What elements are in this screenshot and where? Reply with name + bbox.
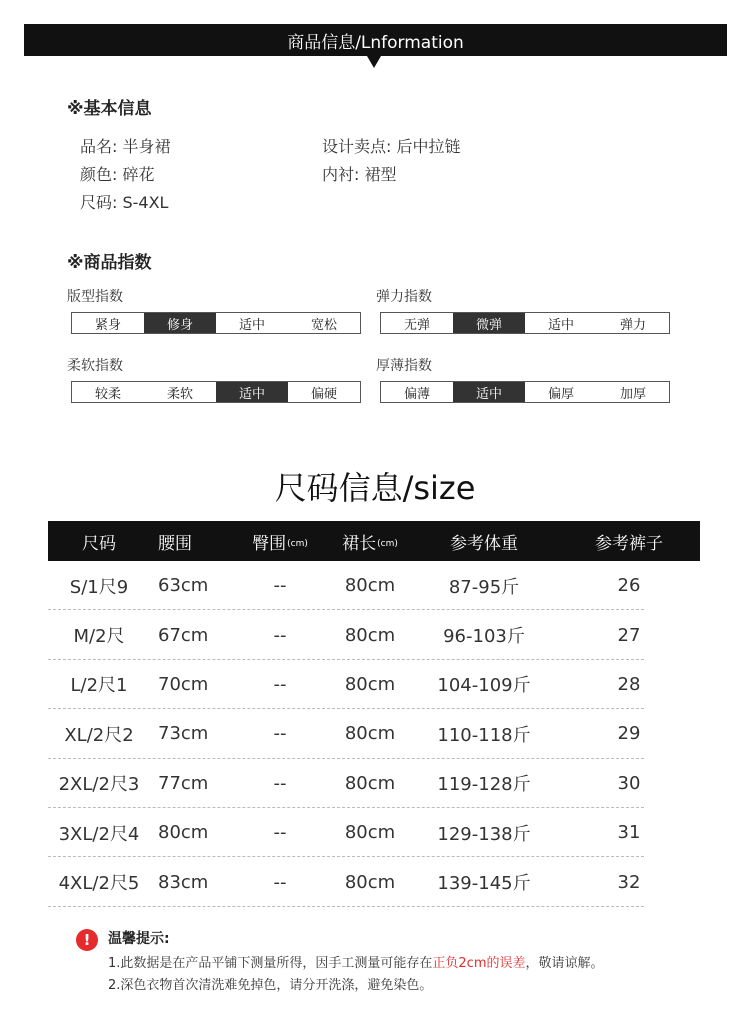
tip-line-2: 2.深色衣物首次清洗难免掉色，请分开洗涤，避免染色。 <box>108 978 433 993</box>
size-table-header <box>48 521 700 561</box>
softness-index-label: 柔软指数 <box>67 358 123 374</box>
index-option: 修身 <box>144 313 216 333</box>
header-waist: 腰围 <box>158 533 192 554</box>
cell-weight: 104-109斤 <box>437 675 531 697</box>
cell-size: XL/2尺2 <box>64 724 134 746</box>
tip-line-1 <box>108 952 604 971</box>
header-length: 裙长 (cm) <box>342 533 398 554</box>
table-row <box>48 660 700 709</box>
header-weight: 参考体重 <box>450 533 518 554</box>
thickness-index-scale <box>380 381 670 403</box>
cell-size: M/2尺 <box>73 626 125 648</box>
cell-size: 4XL/2尺5 <box>58 873 140 895</box>
cell-size: S/1尺9 <box>69 576 129 598</box>
index-option: 微弹 <box>453 313 525 333</box>
index-option: 弹力 <box>619 317 646 333</box>
fit-index-scale <box>71 312 361 334</box>
info-header-bar <box>24 24 727 56</box>
size-info-title: 尺码信息/size <box>274 469 476 507</box>
cell-waist: 63cm <box>158 575 209 597</box>
fit-index-label: 版型指数 <box>67 289 123 305</box>
product-index-title: ※商品指数 <box>67 253 152 273</box>
header-pants: 参考裤子 <box>595 533 663 554</box>
cell-length: 80cm <box>344 772 396 794</box>
header-size: 尺码 <box>82 533 116 554</box>
index-option: 宽松 <box>310 317 337 333</box>
thickness-index-label: 厚薄指数 <box>376 358 432 374</box>
cell-pants: 32 <box>617 871 641 893</box>
table-row <box>48 759 700 808</box>
header-title: 商品信息/Lnformation <box>287 32 464 53</box>
elastic-index-scale <box>380 312 670 334</box>
cell-weight: 139-145斤 <box>437 873 531 895</box>
table-row <box>48 709 700 758</box>
cell-pants: 26 <box>617 575 641 597</box>
cell-waist: 70cm <box>158 673 209 695</box>
cell-weight: 129-138斤 <box>437 823 531 845</box>
header-hip: 臀围 (cm) <box>252 533 308 554</box>
cell-weight: 110-118斤 <box>437 724 531 746</box>
table-row <box>48 857 700 906</box>
table-row <box>48 561 700 610</box>
index-option: 紧身 <box>94 317 121 333</box>
cell-size: 2XL/2尺3 <box>58 774 140 796</box>
cell-hip: -- <box>273 871 287 893</box>
tips-title: 温馨提示: <box>108 931 170 947</box>
cell-waist: 77cm <box>158 772 209 794</box>
index-option: 较柔 <box>94 386 121 402</box>
softness-index-scale <box>71 381 361 403</box>
cell-weight: 119-128斤 <box>437 774 531 796</box>
index-option: 适中 <box>453 382 525 402</box>
cell-weight: 96-103斤 <box>443 626 525 648</box>
index-option: 偏薄 <box>403 386 430 402</box>
cell-pants: 29 <box>617 723 641 745</box>
tip-line-1-start: 1.此数据是在产品平铺下测量所得，因手工测量可能存在 <box>108 956 433 971</box>
elastic-index-label: 弹力指数 <box>376 289 432 305</box>
cell-length: 80cm <box>344 624 396 646</box>
cell-size: 3XL/2尺4 <box>58 823 140 845</box>
cell-length: 80cm <box>344 871 396 893</box>
table-row <box>48 610 700 659</box>
size-table-body <box>48 561 700 907</box>
index-option: 适中 <box>238 317 265 333</box>
tip-line-1-highlight: 正负2cm的误差 <box>432 956 526 971</box>
product-name: 品名: 半身裙 <box>80 137 171 156</box>
header-notch <box>367 56 381 68</box>
cell-length: 80cm <box>344 673 396 695</box>
product-color: 颜色: 碎花 <box>80 165 155 184</box>
cell-length: 80cm <box>344 822 396 844</box>
tip-line-1-end: ，敬请谅解。 <box>525 956 604 971</box>
cell-hip: -- <box>273 772 287 794</box>
cell-length: 80cm <box>344 575 396 597</box>
cell-waist: 67cm <box>158 624 209 646</box>
cell-size: L/2尺1 <box>70 675 128 697</box>
cell-pants: 31 <box>617 822 641 844</box>
index-option: 偏硬 <box>310 386 337 402</box>
cell-hip: -- <box>273 822 287 844</box>
cell-waist: 80cm <box>158 822 209 844</box>
index-option: 加厚 <box>619 386 646 402</box>
cell-hip: -- <box>273 575 287 597</box>
cell-pants: 28 <box>617 673 641 695</box>
lining: 内衬: 裙型 <box>322 165 397 184</box>
cell-hip: -- <box>273 723 287 745</box>
cell-hip: -- <box>273 673 287 695</box>
cell-waist: 73cm <box>158 723 209 745</box>
index-option: 柔软 <box>166 386 193 402</box>
cell-waist: 83cm <box>158 871 209 893</box>
cell-pants: 27 <box>617 624 641 646</box>
cell-length: 80cm <box>344 723 396 745</box>
index-option: 适中 <box>547 317 574 333</box>
index-option: 偏厚 <box>547 386 574 402</box>
basic-info-title: ※基本信息 <box>67 99 152 119</box>
exclamation-icon: ! <box>76 929 98 951</box>
index-option: 适中 <box>216 382 288 402</box>
cell-pants: 30 <box>617 772 641 794</box>
table-row <box>48 808 700 857</box>
cell-weight: 87-95斤 <box>448 576 520 598</box>
product-size-range: 尺码: S-4XL <box>80 193 169 212</box>
cell-hip: -- <box>273 624 287 646</box>
index-option: 无弹 <box>403 317 430 333</box>
design-feature: 设计卖点: 后中拉链 <box>322 137 461 156</box>
